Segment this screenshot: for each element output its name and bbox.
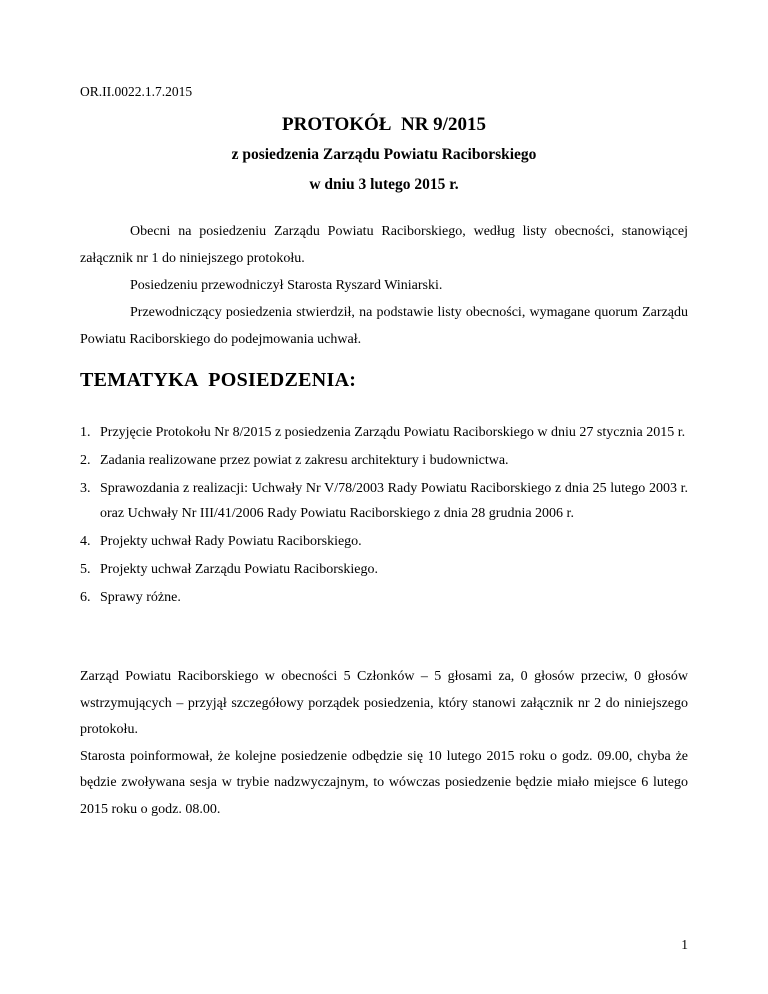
document-reference: OR.II.0022.1.7.2015: [80, 84, 193, 99]
agenda-item: [80, 585, 688, 610]
agenda-item-text: Sprawy różne.: [100, 590, 181, 605]
agenda-item: [80, 476, 688, 526]
intro-paragraph-chair: Posiedzeniu przewodniczył Starosta Ryszard Winiarski.: [130, 278, 443, 293]
closing-section: [80, 664, 688, 823]
agenda-item-number: 2.: [80, 453, 91, 468]
page-number: 1: [681, 937, 688, 952]
agenda-item-text: Projekty uchwał Rady Powiatu Raciborskiego.: [100, 534, 362, 549]
agenda-item: [80, 448, 688, 473]
agenda-item-text: Projekty uchwał Zarządu Powiatu Raciborskiego.: [100, 562, 378, 577]
agenda-item-text: Przyjęcie Protokołu Nr 8/2015 z posiedzenia Zarządu Powiatu Raciborskiego w dniu 27 stycznia 2015 r.: [100, 425, 686, 440]
agenda-item: [80, 529, 688, 554]
intro-section: [80, 218, 688, 353]
agenda-item-number: 5.: [80, 562, 91, 577]
closing-paragraph-vote: Zarząd Powiatu Raciborskiego w obecności 5 Członków – 5 głosami za, 0 głosów przeciw, 0 głosów wstrzymujących – przyjął szczegółowy porządek posiedzenia, który stanowi załącznik nr 2 do niniejszego protokołu.: [80, 669, 688, 737]
document-subtitle-body: z posiedzenia Zarządu Powiatu Raciborskiego: [231, 146, 537, 163]
document-subtitle-date: w dniu 3 lutego 2015 r.: [309, 176, 459, 193]
agenda-item-text: Sprawozdania z realizacji: Uchwały Nr V/78/2003 Rady Powiatu Raciborskiego z dnia 25 lutego 2003 r. oraz Uchwały Nr III/41/2006 Rady Powiatu Raciborskiego z dnia 28 grudnia 2006 r.: [100, 481, 688, 521]
agenda-item: [80, 420, 688, 445]
agenda-heading: TEMATYKA POSIEDZENIA:: [80, 369, 357, 391]
intro-paragraph-quorum: Przewodniczący posiedzenia stwierdził, na podstawie listy obecności, wymagane quorum Zarządu Powiatu Raciborskiego do podejmowania uchwał.: [80, 305, 688, 347]
document-title: PROTOKÓŁ NR 9/2015: [282, 114, 486, 135]
agenda-item: [80, 557, 688, 582]
intro-paragraph-attendance: Obecni na posiedzeniu Zarządu Powiatu Raciborskiego, według listy obecności, stanowiącej załącznik nr 1 do niniejszego protokołu.: [80, 224, 688, 266]
agenda-item-text: Zadania realizowane przez powiat z zakresu architektury i budownictwa.: [100, 453, 509, 468]
agenda-item-number: 6.: [80, 590, 91, 605]
agenda-item-number: 3.: [80, 481, 91, 496]
agenda-list: [80, 420, 688, 613]
agenda-item-number: 1.: [80, 425, 91, 440]
agenda-item-number: 4.: [80, 534, 91, 549]
closing-paragraph-next-meeting: Starosta poinformował, że kolejne posiedzenie odbędzie się 10 lutego 2015 roku o godz. 09.00, chyba że będzie zwoływana sesja w trybie nadzwyczajnym, to wówczas posiedzenie będzie miało miejsce 6 lutego 2015 roku o godz. 08.00.: [80, 748, 688, 817]
